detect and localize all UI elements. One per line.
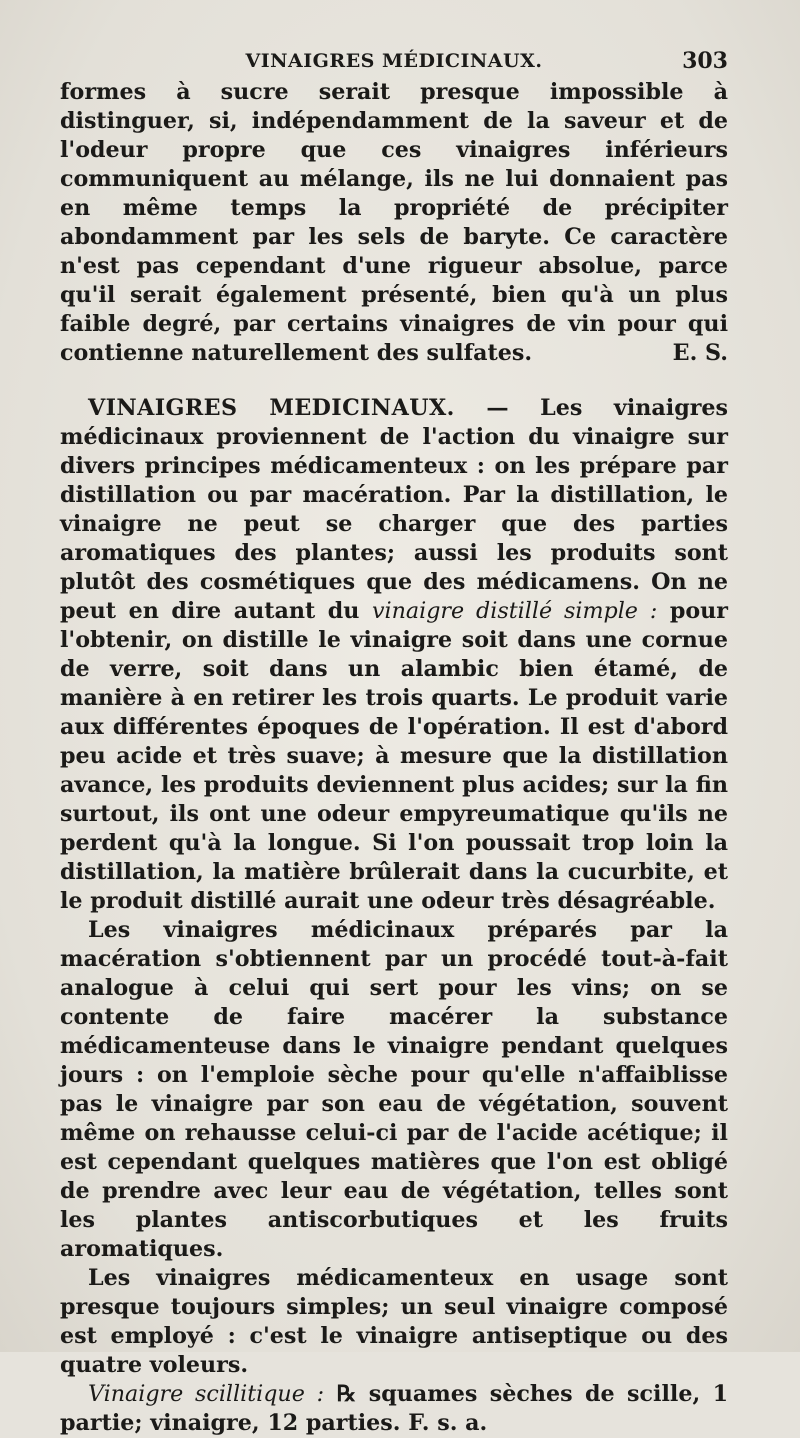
paragraph-recipe bbox=[60, 1380, 728, 1438]
paragraph-text: Les vinaigres médicinaux préparés par la macération s'obtiennent par un procédé tout-à-fait analogue à celui qui sert pour les vins; on se contente de faire macérer la substance médicamenteuse dans le vinaigre pendant quelques jours : on l'emploie sèche pour qu'elle n'affaiblisse pas le vinaigre par son eau de végétation, souvent même on rehausse celui-ci par de l'acide acétique; il est cependant quelques matières que l'on est obligé de prendre avec leur eau de végétation, telles sont les plantes antiscorbutiques et les fruits aromatiques. bbox=[60, 917, 728, 1262]
paragraph-text: pour l'obtenir, on distille le vinaigre soit dans une cornue de verre, soit dans un alambic bien étamé, de manière à en retirer les trois quarts. Le produit varie aux différentes époques de l'opération. Il est d'abord peu acide et très suave; à mesure que la distillation avance, les produits deviennent plus acides; sur la fin surtout, ils ont une odeur empyreumatique qu'ils ne perdent qu'à la longue. Si l'on poussait trop loin la distillation, la matière brûlerait dans la cucurbite, et le produit distillé aurait une odeur très désagréable. bbox=[60, 598, 728, 914]
body-text bbox=[60, 78, 728, 1438]
paragraph-maceration bbox=[60, 916, 728, 1264]
paragraph-entry bbox=[60, 394, 728, 916]
section-gap bbox=[60, 368, 728, 394]
paragraph-continued bbox=[60, 78, 728, 368]
author-signature: E. S. bbox=[672, 340, 728, 366]
recipe-text: ℞ squames sèches de scille, 1 partie; vinaigre, 12 parties. F. s. a. bbox=[60, 1381, 729, 1436]
entry-heading: VINAIGRES MEDICINAUX. bbox=[88, 395, 455, 421]
running-head bbox=[60, 50, 728, 78]
page-number: 303 bbox=[682, 48, 728, 74]
paragraph-usage bbox=[60, 1264, 728, 1380]
paragraph-text: Les vinaigres médicamenteux en usage sont presque toujours simples; un seul vinaigre composé est employé : c'est le vinaigre antiseptique ou des quatre voleurs. bbox=[60, 1265, 728, 1378]
recipe-title: Vinaigre scillitique : bbox=[88, 1381, 325, 1407]
paragraph-text: — Les vinaigres médicinaux proviennent de l'action du vinaigre sur divers principes médicamenteux : on les prépare par distillation ou par macération. Par la distillation, le vinaigre ne peut se charger que des parties aromatiques des plantes; aussi les produits sont plutôt des cosmétiques que des médicamens. On ne peut en dire autant du bbox=[60, 395, 729, 624]
italic-term: vinaigre distillé simple : bbox=[371, 598, 658, 624]
paragraph-text: formes à sucre serait presque impossible à distinguer, si, indépendamment de la saveur et de l'odeur propre que ces vinaigres inférieurs communiquent au mélange, ils ne lui donnaient pas en même temps la propriété de précipiter abondamment par les sels de baryte. Ce caractère n'est pas cependant d'une rigueur absolue, parce qu'il serait également présenté, bien qu'à un plus faible degré, par certains vinaigres de vin pour qui contienne naturellement des sulfates. bbox=[60, 79, 728, 366]
running-head-title: VINAIGRES MÉDICINAUX. bbox=[245, 50, 543, 72]
